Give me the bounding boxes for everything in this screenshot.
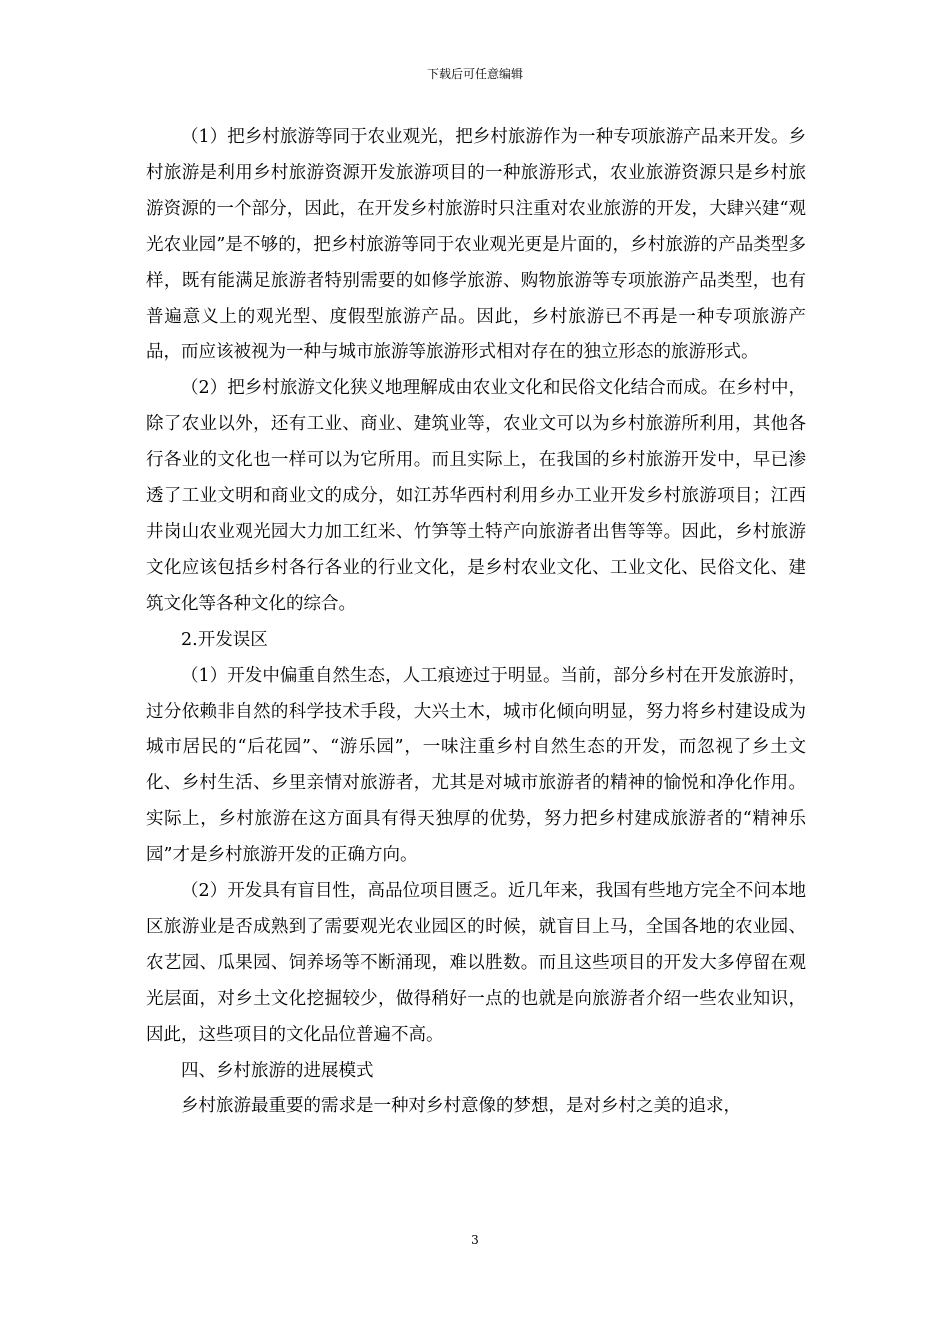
paragraph-4: （2）开发具有盲目性，高品位项目匮乏。近几年来，我国有些地方完全不问本地区旅游业是否成熟到了需要观光农业园区的时候，就盲目上马，全国各地的农业园、农艺园、瓜果园、饲养场等不断涌现，难以胜数。而且这些项目的开发大多停留在观光层面，对乡土文化挖掘较少，做得稍好一点的也就是向旅游者介绍一些农业知识，因此，这些项目的文化品位普遍不高。	[146, 881, 806, 1045]
paragraph-2: （2）把乡村旅游文化狭义地理解成由农业文化和民俗文化结合而成。在乡村中，除了农业以外，还有工业、商业、建筑业等，农业文可以为乡村旅游所利用，其他各行各业的文化也一样可以为它所用。而且实际上，在我国的乡村旅游开发中，早已渗透了工业文明和商业文的成分，如江苏华西村利用乡办工业开发乡村旅游项目；江西井岗山农业观光园大力加工红米、竹笋等土特产向旅游者出售等等。因此，乡村旅游文化应该包括乡村各行各业的行业文化，是乡村农业文化、工业文化、民俗文化、建筑文化等各种文化的综合。	[146, 378, 806, 614]
page-header: 下载后可任意编辑	[426, 67, 523, 81]
paragraph-3: （1）开发中偏重自然生态，人工痕迹过于明显。当前，部分乡村在开发旅游时，过分依赖非自然的科学技术手段，大兴土木，城市化倾向明显，努力将乡村建设成为城市居民的“后花园”、“游乐园”，一味注重乡村自然生态的开发，而忽视了乡土文化、乡村生活、乡里亲情对旅游者，尤其是对城市旅游者的精神的愉悦和净化作用。实际上，乡村旅游在这方面具有得天独厚的优势，努力把乡村建成旅游者的“精神乐园”才是乡村旅游开发的正确方向。	[146, 665, 806, 866]
paragraph-5: 乡村旅游最重要的需求是一种对乡村意像的梦想，是对乡村之美的追求，	[181, 1096, 741, 1117]
paragraph-1: （1）把乡村旅游等同于农业观光，把乡村旅游作为一种专项旅游产品来开发。乡村旅游是利用乡村旅游资源开发旅游项目的一种旅游形式，农业旅游资源只是乡村旅游资源的一个部分，因此，在开发乡村旅游时只注重对农业旅游的开发，大肆兴建“观光农业园”是不够的，把乡村旅游等同于农业观光更是片面的，乡村旅游的产品类型多样，既有能满足旅游者特别需要的如修学旅游、购物旅游等专项旅游产品类型，也有普遍意义上的观光型、度假型旅游产品。因此，乡村旅游已不再是一种专项旅游产品，而应该被视为一种与城市旅游等旅游形式相对存在的独立形态的旅游形式。	[146, 127, 806, 363]
document-body	[146, 120, 806, 1125]
section-heading-development-modes: 四、乡村旅游的进展模式	[181, 1060, 374, 1081]
page-number: 3	[471, 1233, 479, 1247]
section-heading-development-pitfalls: 2.开发误区	[181, 629, 268, 650]
